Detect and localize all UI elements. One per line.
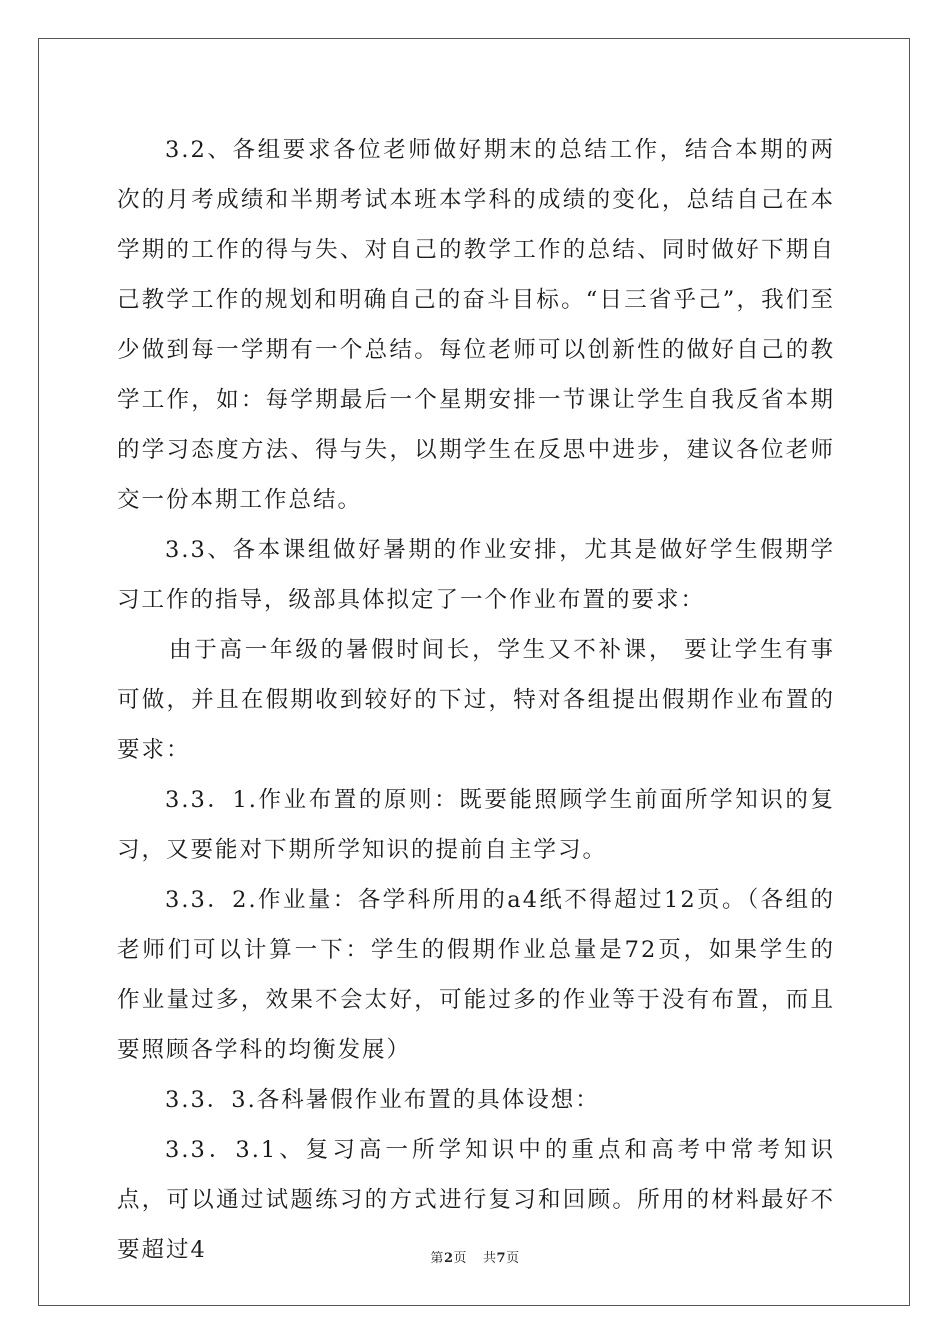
footer-page-current: 2	[443, 1251, 454, 1266]
paragraph-3-3-3: 3.3．3.各科暑假作业布置的具体设想：	[165, 1087, 600, 1113]
footer-total-prefix: 共	[483, 1251, 497, 1266]
page-footer	[0, 1247, 950, 1266]
footer-total-suffix: 页	[506, 1251, 520, 1266]
footer-page-prefix: 第	[430, 1251, 444, 1266]
paragraph-3-3: 3.3、各本课组做好暑期的作业安排，尤其是做好学生假期学习工作的指导，级部具体拟定了一个作业布置的要求：	[117, 537, 835, 613]
paragraph-3-3-2: 3.3．2.作业量：各学科所用的a4纸不得超过12页。（各组的老师们可以计算一下：学生的假期作业总量是72页，如果学生的作业量过多，效果不会太好，可能过多的作业等于没有布置，而且要照顾各学科的均衡发展）	[117, 887, 835, 1063]
paragraph-3-3-1: 3.3．1.作业布置的原则：既要能照顾学生前面所学知识的复习，又要能对下期所学知识的提前自主学习。	[117, 787, 835, 863]
footer-page-total: 7	[496, 1251, 507, 1266]
paragraph-3-3-3-1: 3.3．3.1、复习高一所学知识中的重点和高考中常考知识点，可以通过试题练习的方式进行复习和回顾。所用的材料最好不要超过4	[117, 1137, 835, 1263]
paragraph-3-2: 3.2、各组要求各位老师做好期末的总结工作，结合本期的两次的月考成绩和半期考试本班本学科的成绩的变化，总结自己在本学期的工作的得与失、对自己的教学工作的总结、同时做好下期自己教学工作的规划和明确自己的奋斗目标。“日三省乎己”，我们至少做到每一学期有一个总结。每位老师可以创新性的做好自己的教学工作，如：每学期最后一个星期安排一节课让学生自我反省本期的学习态度方法、得与失，以期学生在反思中进步，建议各位老师交一份本期工作总结。	[117, 137, 835, 513]
footer-page-mid: 页	[453, 1251, 467, 1266]
document-body	[117, 125, 835, 1275]
paragraph-summer-intro: 由于高一年级的暑假时间长，学生又不补课， 要让学生有事可做，并且在假期收到较好的下过，特对各组提出假期作业布置的要求：	[117, 637, 835, 763]
